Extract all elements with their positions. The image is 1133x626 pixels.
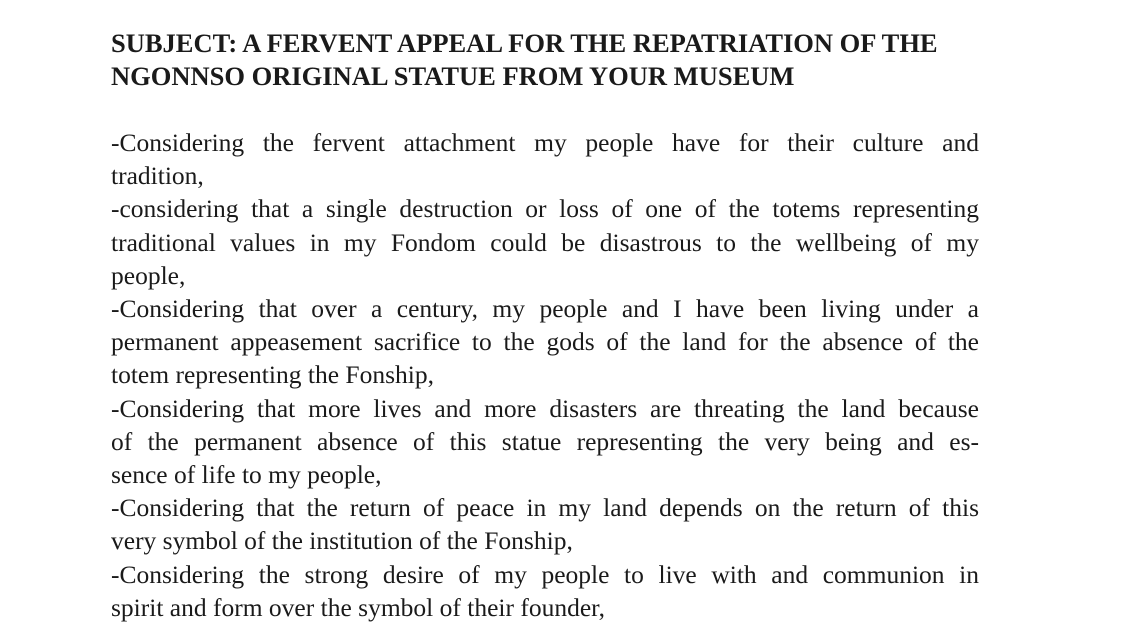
considering-clause — [111, 292, 979, 392]
clause-line: traditional values in my Fondom could be disastrous to the wellbeing of my — [111, 227, 979, 257]
clause-line: spirit and form over the symbol of their founder, — [111, 592, 605, 622]
considering-clause — [111, 126, 979, 192]
clause-line: -Considering the strong desire of my people to live with and communion in — [111, 559, 979, 589]
subject-heading — [111, 27, 979, 93]
clause-line: tradition, — [111, 161, 204, 191]
letter-body — [111, 126, 979, 624]
clause-line: totem representing the Fonship, — [111, 360, 434, 390]
clause-line: -Considering the fervent attachment my people have for their culture and — [111, 128, 979, 157]
subject-line: NGONNSO ORIGINAL STATUE FROM YOUR MUSEUM — [111, 61, 795, 91]
letter-page — [111, 27, 979, 624]
considering-clause — [111, 558, 979, 624]
clause-line: -Considering that the return of peace in my land depends on the return of this — [111, 493, 979, 523]
clause-line: permanent appeasement sacrifice to the gods of the land for the absence of the — [111, 327, 979, 357]
considering-clause — [111, 392, 979, 492]
considering-clause — [111, 192, 979, 292]
clause-line: sence of life to my people, — [111, 460, 382, 490]
clause-line: -considering that a single destruction or loss of one of the totems representing — [111, 194, 979, 224]
subject-line: SUBJECT: A FERVENT APPEAL FOR THE REPATRIATION OF THE — [111, 28, 938, 58]
clause-line: -Considering that more lives and more disasters are threating the land because — [111, 393, 979, 423]
clause-line: people, — [111, 260, 186, 290]
considering-clause — [111, 491, 979, 557]
clause-line: of the permanent absence of this statue representing the very being and es- — [111, 426, 979, 456]
clause-line: very symbol of the institution of the Fonship, — [111, 526, 573, 556]
clause-line: -Considering that over a century, my people and I have been living under a — [111, 294, 979, 324]
